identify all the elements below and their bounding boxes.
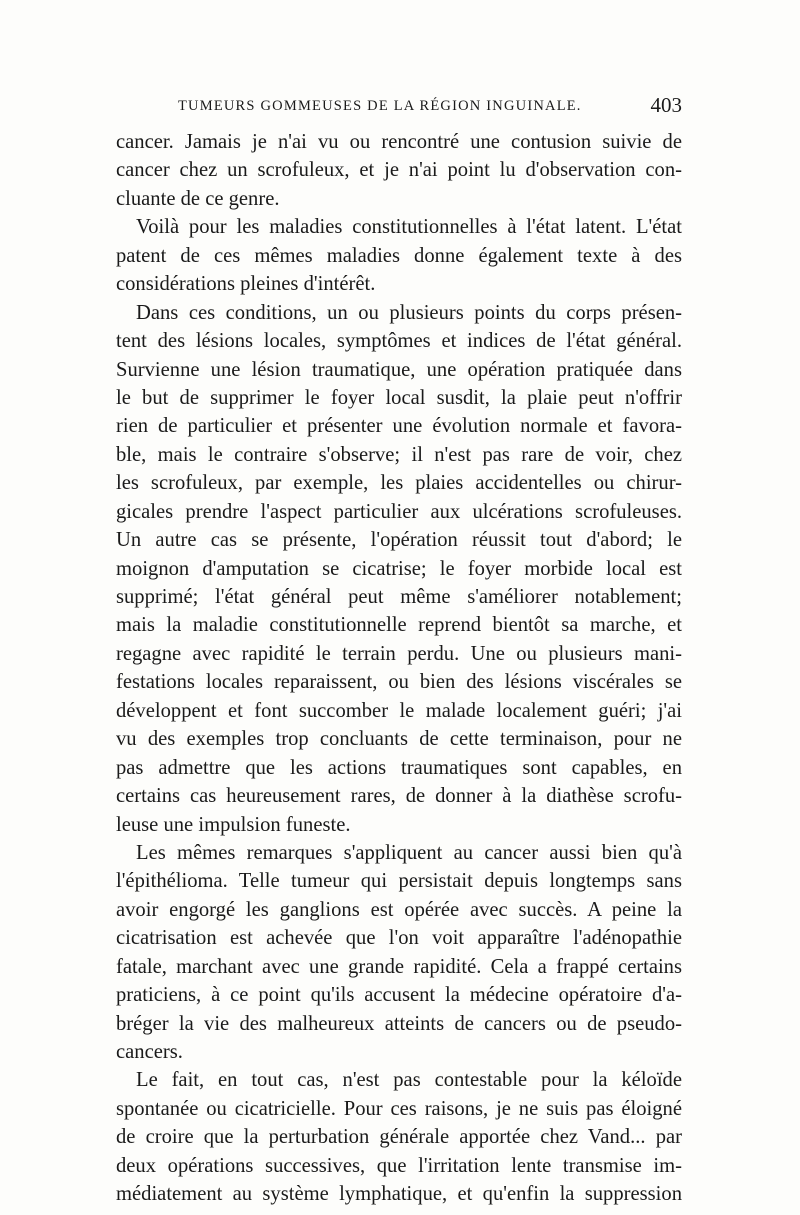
text-line: cluante de ce genre. xyxy=(116,187,280,210)
text-line: bréger la vie des malheureux atteints de cancers ou de pseudo- xyxy=(116,1012,682,1035)
text-line: le but de supprimer le foyer local susdit, la plaie peut n'offrir xyxy=(116,386,682,409)
text-line: praticiens, à ce point qu'ils accusent la médecine opératoire d'a- xyxy=(116,984,682,1007)
text-line: regagne avec rapidité le terrain perdu. Une ou plusieurs mani- xyxy=(116,642,682,665)
text-line: cicatrisation est achevée que l'on voit apparaître l'adénopathie xyxy=(116,927,682,950)
text-line: vu des exemples trop concluants de cette terminaison, pour ne xyxy=(116,728,682,751)
paragraph xyxy=(116,839,682,1067)
text-line: supprimé; l'état général peut même s'améliorer notablement; xyxy=(116,586,682,608)
running-head xyxy=(116,93,682,120)
text-line: Dans ces conditions, un ou plusieurs points du corps présen- xyxy=(136,301,682,324)
text-line: Voilà pour les maladies constitutionnelles à l'état latent. L'état xyxy=(136,216,682,239)
page-number: 403 xyxy=(650,93,682,117)
text-line: tent des lésions locales, symptômes et indices de l'état général. xyxy=(116,330,682,353)
text-line: festations locales reparaissent, ou bien des lésions viscérales se xyxy=(116,671,682,694)
text-line: médiatement au système lymphatique, et qu'enfin la suppression xyxy=(116,1183,682,1206)
text-line: rien de particulier et présenter une évolution normale et favora- xyxy=(116,415,682,438)
text-line: Un autre cas se présente, l'opération réussit tout d'abord; le xyxy=(116,529,682,552)
paragraph xyxy=(116,128,682,213)
text-line: cancer. Jamais je n'ai vu ou rencontré une contusion suivie de xyxy=(116,131,682,153)
paragraph xyxy=(116,213,682,298)
text-line: certains cas heureusement rares, de donner à la diathèse scrofu- xyxy=(116,785,682,808)
text-line: leuse une impulsion funeste. xyxy=(116,813,351,836)
text-line: spontanée ou cicatricielle. Pour ces raisons, je ne suis pas éloigné xyxy=(116,1097,682,1120)
text-line: patent de ces mêmes maladies donne également texte à des xyxy=(116,244,682,267)
text-line: cancer chez un scrofuleux, et je n'ai point lu d'observation con- xyxy=(116,159,682,182)
paragraph xyxy=(116,1066,682,1208)
text-line: moignon d'amputation se cicatrise; le foyer morbide local est xyxy=(116,557,682,580)
text-line: de croire que la perturbation générale apportée chez Vand... par xyxy=(116,1126,682,1149)
text-line: fatale, marchant avec une grande rapidité. Cela a frappé certains xyxy=(116,955,682,978)
running-head-title: TUMEURS GOMMEUSES DE LA RÉGION INGUINALE. xyxy=(178,98,582,114)
text-line: Les mêmes remarques s'appliquent au cancer aussi bien qu'à xyxy=(136,841,682,864)
text-line: considérations pleines d'intérêt. xyxy=(116,273,376,296)
text-line: cancers. xyxy=(116,1041,183,1063)
text-line: avoir engorgé les ganglions est opérée avec succès. A peine la xyxy=(116,898,682,921)
text-line: pas admettre que les actions traumatiques sont capables, en xyxy=(116,756,682,779)
text-line: développent et font succomber le malade localement guéri; j'ai xyxy=(116,699,682,722)
body-text xyxy=(116,128,682,1209)
text-line: mais la maladie constitutionnelle reprend bientôt sa marche, et xyxy=(116,614,682,637)
text-line: l'épithélioma. Telle tumeur qui persistait depuis longtemps sans xyxy=(116,870,682,893)
text-line: les scrofuleux, par exemple, les plaies accidentelles ou chirur- xyxy=(116,472,682,495)
text-line: Survienne une lésion traumatique, une opération pratiquée dans xyxy=(116,358,682,381)
text-line: ble, mais le contraire s'observe; il n'est pas rare de voir, chez xyxy=(116,443,682,466)
text-line: deux opérations successives, que l'irritation lente transmise im- xyxy=(116,1154,682,1177)
paragraph xyxy=(116,299,682,839)
text-line: Le fait, en tout cas, n'est pas contestable pour la kéloïde xyxy=(136,1069,682,1092)
text-line: gicales prendre l'aspect particulier aux ulcérations scrofuleuses. xyxy=(116,500,682,523)
